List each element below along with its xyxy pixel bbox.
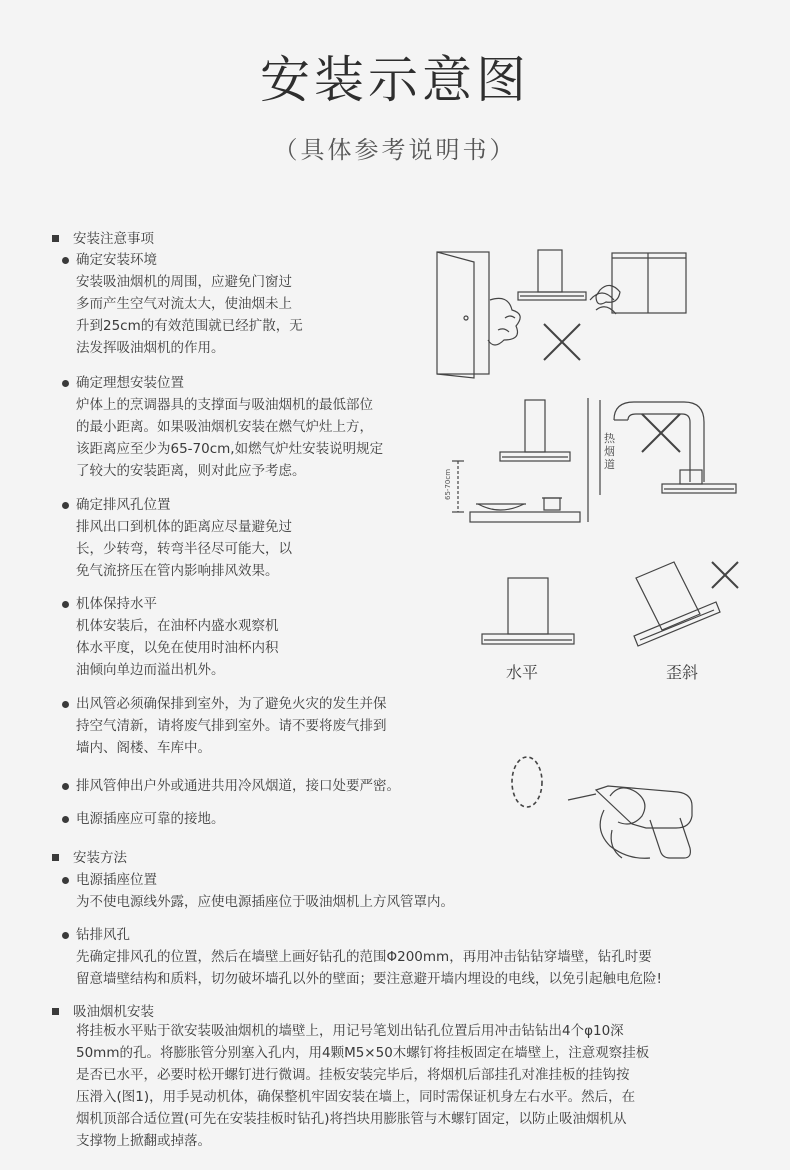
bullet-pipe-sealed: 排风管伸出户外或通进共用冷风烟道，接口处要严密。 bbox=[76, 775, 400, 797]
item-hood-install-body: 将挂板水平贴于欲安装吸油烟机的墙壁上，用记号笔划出钻孔位置后用冲击钻钻出4个φ10深 50mm的孔。将膨胀管分别塞入孔内，用4颗M5×50木螺钉将挂板固定在墙壁上，注意观察挂板 是否已水平，必要时松开螺钉进行微调。挂板安装完毕后，将烟机后部挂孔对准挂板的挂钩按 压滑入(图1)，用手晃动机体，确保整机牢固安装在墙上，同时需保证机身左右水平。然后，在 烟机顶部合适位置(可先在安装挂板时钻孔)将挡块用膨胀管与木螺钉固定，以防止吸油烟机从 支撑物上掀翻或掉落。 bbox=[76, 1023, 650, 1149]
drill-hole-outline bbox=[512, 757, 542, 807]
level-hood-illustration bbox=[482, 578, 574, 644]
drill-illustration bbox=[568, 786, 692, 858]
item-body: 先确定排风孔的位置，然后在墙壁上画好钻孔的范围Φ200mm，再用冲击钻钻穿墙壁，钻孔时要 留意墙壁结构和质料，切勿破坏墙孔以外的壁面；要注意避开墙内埋设的电线，以免引起触电危险! bbox=[76, 949, 662, 987]
item-body: 排风出口到机体的距离应尽量避免过 长，少转弯，转弯半径尽可能大，以 免气流挤压在管内影响排风效果。 bbox=[76, 519, 292, 579]
hood-distance-illustration bbox=[452, 398, 588, 522]
cross-mark-icon-1 bbox=[544, 324, 580, 360]
item-body: 为不使电源线外露，应使电源插座位于吸油烟机上方风管罩内。 bbox=[76, 894, 454, 910]
section-heading-hood-install: 吸油烟机安装 bbox=[52, 1000, 154, 1020]
item-body: 安装吸油烟机的周围，应避免门窗过 多而产生空气对流太大，使油烟未上 升到25cm的有效范围就已经扩散，无 法发挥吸油烟机的作用。 bbox=[76, 274, 303, 356]
door-draft-illustration bbox=[437, 252, 520, 378]
caption-level: 水平 bbox=[506, 663, 539, 682]
cross-mark-icon-3 bbox=[712, 562, 738, 588]
page-subtitle: （具体参考说明书） bbox=[273, 136, 517, 164]
section-heading-precautions: 安装注意事项 bbox=[52, 227, 154, 247]
item-heading: 确定排风孔位置 bbox=[76, 494, 292, 516]
item-heading: 机体保持水平 bbox=[76, 593, 279, 615]
page-title: 安装示意图 bbox=[260, 51, 530, 109]
section-heading-method: 安装方法 bbox=[52, 846, 127, 866]
item-heading: 确定安装环境 bbox=[76, 249, 303, 271]
item-body: 炉体上的烹调器具的支撑面与吸油烟机的最低部位 的最小距离。如果吸油烟机安装在燃气炉灶上方， 该距离应至少为65-70cm,如燃气炉灶安装说明规定 了较大的安装距离，则对此应予考虑。 bbox=[76, 397, 384, 479]
bullet-exhaust-outdoor: 出风管必须确保排到室外，为了避免火灾的发生并保 持空气清新，请将废气排到室外。请不要将废气排到 墙内、阁楼、车库中。 bbox=[76, 693, 387, 759]
window-draft-illustration bbox=[590, 253, 686, 314]
item-heading: 确定理想安装位置 bbox=[76, 372, 383, 394]
caption-tilt: 歪斜 bbox=[666, 663, 699, 682]
label-heat-flue: 热烟道 bbox=[604, 432, 615, 471]
bullet-grounding: 电源插座应可靠的接地。 bbox=[76, 808, 225, 830]
item-heading: 钻排风孔 bbox=[76, 924, 662, 946]
hood-illustration-1 bbox=[518, 250, 586, 300]
tilted-hood-illustration bbox=[634, 562, 720, 646]
heat-flue-illustration bbox=[600, 400, 736, 495]
cross-mark-icon-2 bbox=[642, 414, 680, 452]
item-heading: 电源插座位置 bbox=[76, 869, 454, 891]
label-distance: 65-70cm bbox=[444, 468, 452, 500]
item-body: 机体安装后，在油杯内盛水观察机 体水平度，以免在使用时油杯内积 油倾向单边而溢出机外。 bbox=[76, 618, 279, 678]
